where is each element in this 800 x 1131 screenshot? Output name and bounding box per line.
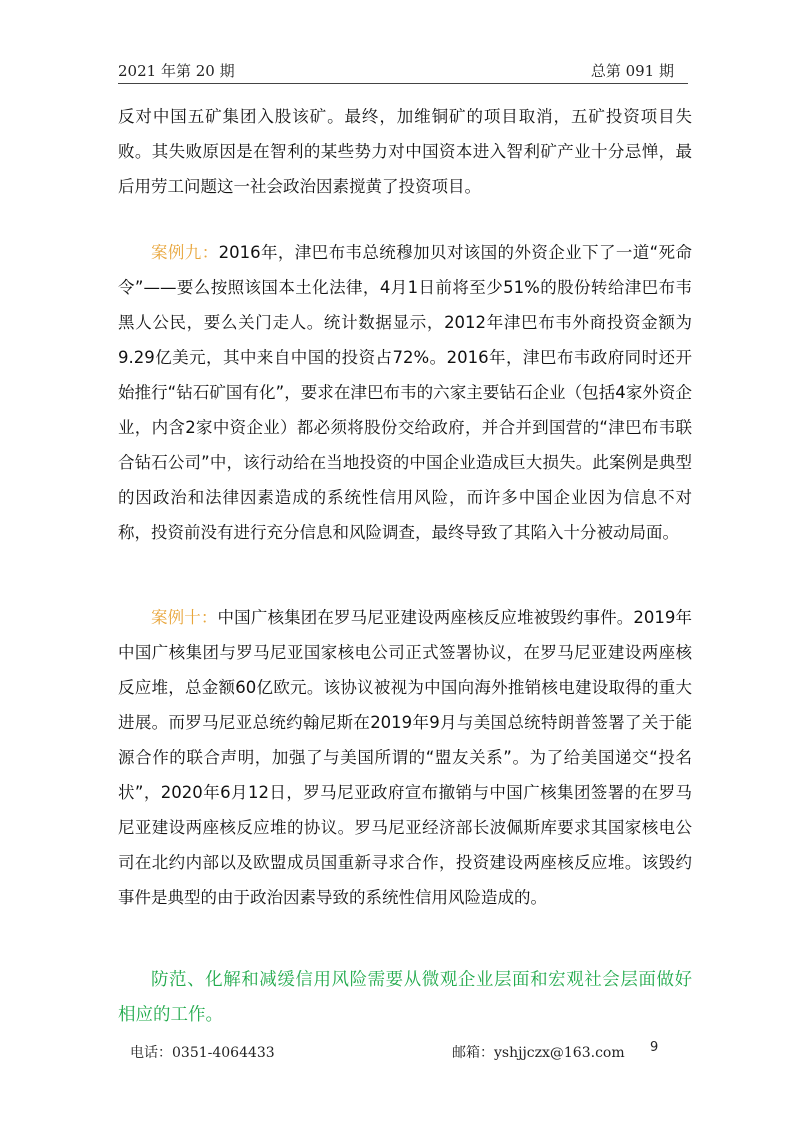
- paragraph-case-nine: [118, 235, 692, 550]
- case-nine-text: 2016年，津巴布韦总统穆加贝对该国的外资企业下了一道“死命令”——要么按照该国本土化法律，4月1日前将至少51%的股份转给津巴布韦黑人公民，要么关门走人。统计数据显示，2012年津巴布韦外商投资金额为9.29亿美元，其中来自中国的投资占72%。2016年，津巴布韦政府同时还开始推行“钻石矿国有化”，要求在津巴布韦的六家主要钻石企业（包括4家外资企业，内含2家中资企业）都必须将股份交给政府，并合并到国营的“津巴布韦联合钻石公司”中，该行动给在当地投资的中国企业造成巨大损失。此案例是典型的因政治和法律因素造成的系统性信用风险，而许多中国企业因为信息不对称，投资前没有进行充分信息和风险调查，最终导致了其陷入十分被动局面。: [118, 243, 692, 542]
- page-number: 9: [650, 1040, 659, 1055]
- page-header: [118, 58, 688, 84]
- case-ten-label: 案例十：: [151, 608, 218, 627]
- footer-email: 邮箱：yshjjczx@163.com: [452, 1045, 625, 1061]
- paragraph-continued: 反对中国五矿集团入股该矿。最终，加维铜矿的项目取消，五矿投资项目失败。其失败原因是在智利的某些势力对中国资本进入智利矿产业十分忌惮，最后用劳工问题这一社会政治因素搅黄了投资项目。: [118, 107, 692, 196]
- header-divider: [118, 83, 688, 84]
- case-ten-text: 中国广核集团在罗马尼亚建设两座核反应堆被毁约事件。2019年中国广核集团与罗马尼亚国家核电公司正式签署协议，在罗马尼亚建设两座核反应堆，总金额60亿欧元。该协议被视为中国向海外推销核电建设取得的重大进展。而罗马尼亚总统约翰尼斯在2019年9月与美国总统特朗普签署了关于能源合作的联合声明，加强了与美国所谓的“盟友关系”。为了给美国递交“投名状”，2020年6月12日，罗马尼亚政府宣布撤销与中国广核集团签署的在罗马尼亚建设两座核反应堆的协议。罗马尼亚经济部长波佩斯库要求其国家核电公司在北约内部以及欧盟成员国重新寻求合作，投资建设两座核反应堆。该毁约事件是典型的由于政治因素导致的系统性信用风险造成的。: [118, 608, 693, 907]
- paragraph-case-ten: [118, 600, 692, 915]
- case-nine-label: 案例九：: [151, 243, 219, 262]
- issue-number: 2021 年第 20 期: [118, 62, 235, 80]
- page-footer: [130, 1042, 690, 1064]
- footer-phone: 电话：0351-4064433: [130, 1045, 275, 1061]
- closing-statement: 防范、化解和减缓信用风险需要从微观企业层面和宏观社会层面做好相应的工作。: [118, 970, 692, 1025]
- total-issue-number: 总第 091 期: [590, 62, 674, 80]
